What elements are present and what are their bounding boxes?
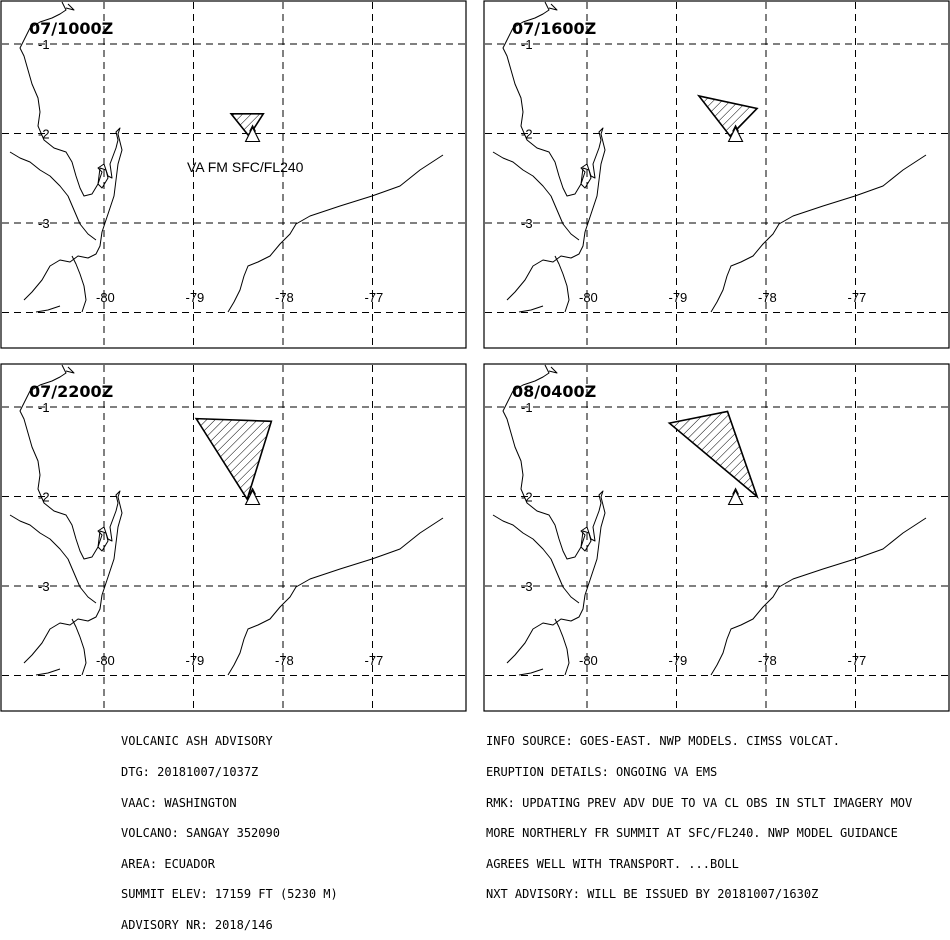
longitude-label: -80 [579,653,598,668]
longitude-label: -80 [579,290,598,305]
latitude-label: -1 [521,400,533,415]
longitude-label: -79 [668,290,688,305]
latitude-label: -3 [521,216,533,231]
map-panel [1,364,466,711]
latitude-label: -1 [521,37,533,52]
map-panel [1,1,466,348]
longitude-label: -78 [275,653,294,668]
longitude-label: -78 [758,653,777,668]
latitude-label: -1 [38,400,50,415]
panel-frame [484,1,949,348]
map-panel [484,1,949,348]
latitude-label: -2 [521,489,533,505]
advisory-line: AREA: ECUADOR [121,856,215,871]
advisory-line: DTG: 20181007/1037Z [121,765,259,779]
advisory-line: ERUPTION DETAILS: ONGOING VA EMS [486,765,718,779]
longitude-label: -77 [364,653,384,668]
advisory-summary-block [121,716,338,940]
longitude-label: -79 [668,653,688,668]
panel-frame [1,364,466,711]
latitude-label: -2 [38,126,50,142]
advisory-line: VOLCANO: SANGAY 352090 [121,826,280,841]
longitude-label: -80 [96,290,115,305]
longitude-label: -77 [364,290,384,305]
latitude-label: -2 [521,126,533,142]
advisory-line: ADVISORY NR: 2018/146 [121,917,273,932]
advisory-line: MORE NORTHERLY FR SUMMIT AT SFC/FL240. NWP MODEL GUIDANCE [486,826,898,841]
advisory-remarks-block [486,716,912,910]
advisory-line: VOLCANIC ASH ADVISORY [121,734,273,749]
panel-time-label: 07/1000Z [29,19,114,38]
longitude-label: -77 [847,290,867,305]
latitude-label: -2 [38,489,50,505]
longitude-label: -80 [96,653,115,668]
longitude-label: -78 [275,290,294,305]
panel-time-label: 07/1600Z [512,19,597,38]
advisory-line: VAAC: WASHINGTON [121,795,237,810]
longitude-label: -77 [847,653,867,668]
advisory-line: AGREES WELL WITH TRANSPORT. ...BOLL [486,856,739,871]
map-panel [484,364,949,711]
longitude-label: -79 [185,290,205,305]
longitude-label: -79 [185,653,205,668]
advisory-line: NXT ADVISORY: WILL BE ISSUED BY 20181007/1630Z [486,887,819,902]
longitude-label: -78 [758,290,777,305]
latitude-label: -1 [38,37,50,52]
latitude-label: -3 [521,579,533,594]
advisory-line: RMK: UPDATING PREV ADV DUE TO VA CL OBS IN STLT IMAGERY MOV [486,795,913,810]
ash-level-label: VA FM SFC/FL240 [187,159,304,175]
latitude-label: -3 [38,216,50,231]
advisory-line: INFO SOURCE: GOES-EAST. NWP MODELS. CIMSS VOLCAT. [486,734,841,749]
advisory-line: SUMMIT ELEV: 17159 FT (5230 M) [121,887,338,902]
panel-time-label: 07/2200Z [29,382,114,401]
latitude-label: -3 [38,579,50,594]
panel-time-label: 08/0400Z [512,382,597,401]
